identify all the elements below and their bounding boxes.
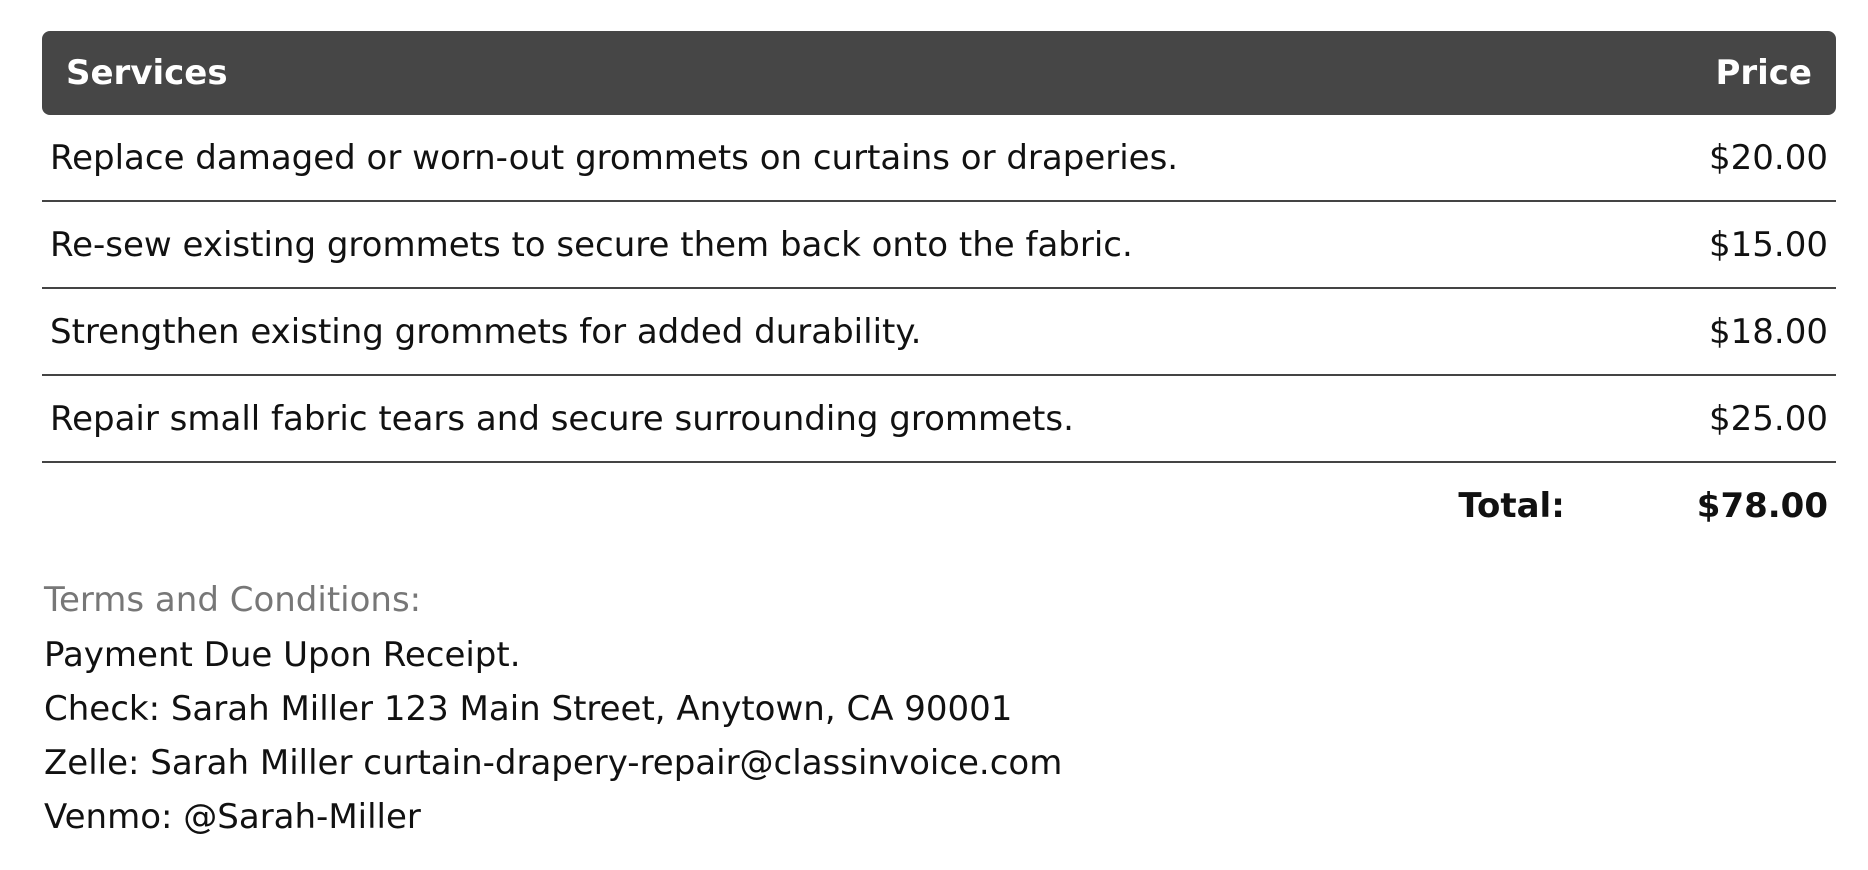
total-amount: $78.00 [1696, 486, 1828, 526]
table-row [42, 115, 1836, 202]
check-payment-line: Check: Sarah Miller 123 Main Street, Anytown, CA 90001 [44, 689, 1013, 729]
table-header [42, 31, 1836, 115]
service-price: $20.00 [1709, 137, 1828, 178]
zelle-payment-line: Zelle: Sarah Miller curtain-drapery-repair@classinvoice.com [44, 743, 1063, 783]
terms-title: Terms and Conditions: [44, 580, 422, 620]
venmo-payment-line: Venmo: @Sarah-Miller [44, 797, 421, 837]
table-row [42, 202, 1836, 289]
table-row [42, 289, 1836, 376]
price-column-header: Price [1715, 53, 1812, 93]
service-description: Replace damaged or worn-out grommets on curtains or draperies. [50, 137, 1179, 178]
terms-section [44, 580, 1244, 844]
table-row [42, 376, 1836, 463]
service-description: Re-sew existing grommets to secure them back onto the fabric. [50, 224, 1133, 265]
service-description: Strengthen existing grommets for added durability. [50, 311, 922, 352]
service-description: Repair small fabric tears and secure surrounding grommets. [50, 398, 1074, 439]
payment-terms-line: Payment Due Upon Receipt. [44, 635, 521, 675]
total-row [42, 463, 1836, 549]
service-price: $15.00 [1709, 224, 1828, 265]
total-label: Total: [1458, 486, 1565, 526]
services-column-header: Services [66, 53, 228, 93]
service-price: $18.00 [1709, 311, 1828, 352]
services-table [42, 31, 1836, 549]
service-price: $25.00 [1709, 398, 1828, 439]
